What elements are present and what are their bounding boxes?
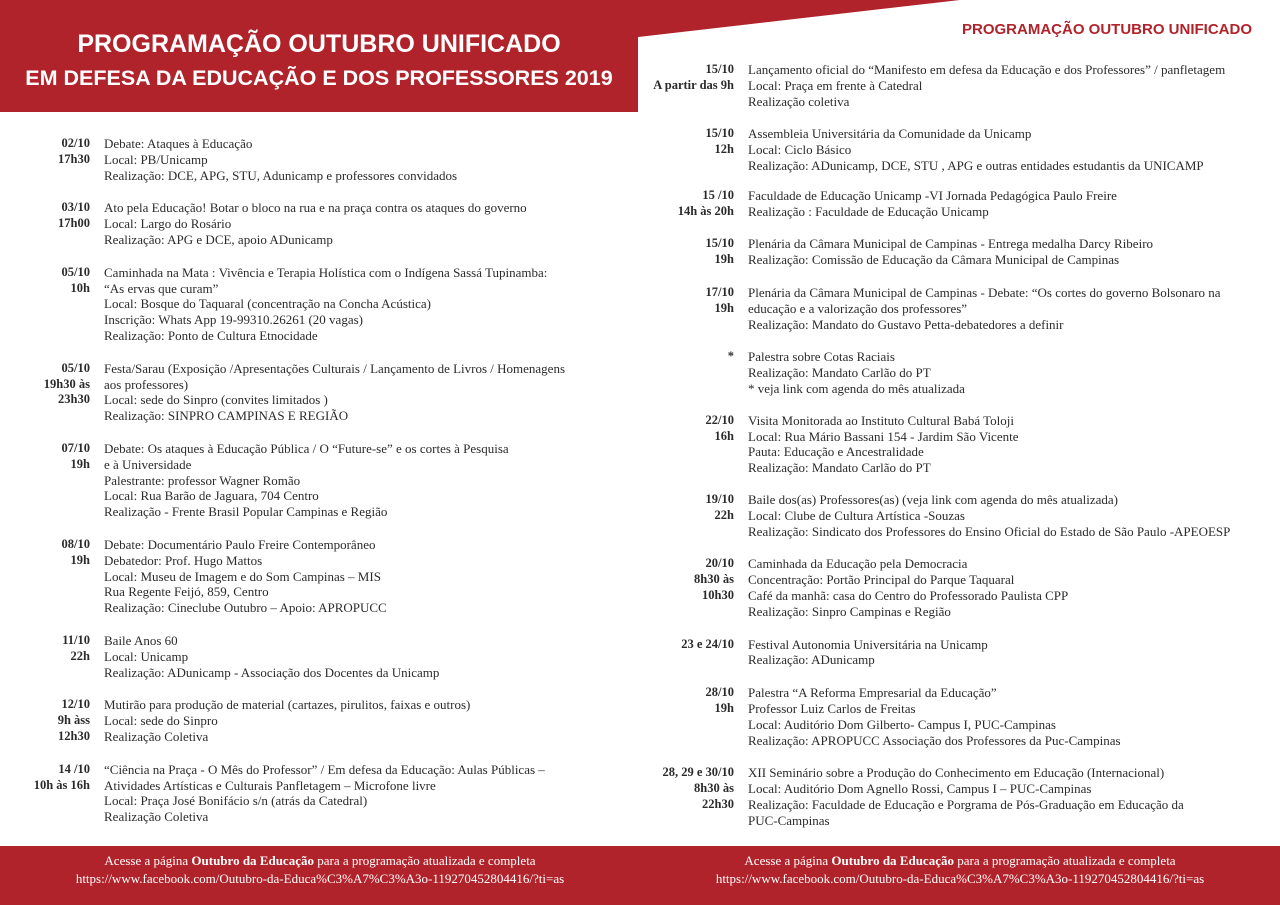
description-line: Baile dos(as) Professores(as) (veja link com agenda do mês atualizada) [748, 491, 1119, 507]
schedule-entry [0, 265, 640, 344]
entry-description [748, 126, 1280, 173]
date-line: 11/10 [62, 632, 90, 647]
date-line: 08/10 [61, 536, 90, 551]
schedule-entry [0, 762, 640, 825]
description-line: Palestrante: professor Wagner Romão [104, 472, 301, 488]
description-line: Realização: Mandato Carlão do PT [748, 365, 931, 381]
entry-date-time [640, 637, 748, 669]
description-line: Caminhada da Educação pela Democracia [748, 556, 968, 572]
entry-date-time [0, 762, 104, 825]
schedule-entry [640, 685, 1280, 748]
entry-date-time [0, 136, 104, 183]
footer-suffix: para a programação atualizada e completa [313, 853, 536, 868]
description-line: Local: PB/Unicamp [104, 151, 208, 167]
footer-prefix: Acesse a página [744, 853, 832, 868]
description-line: Mutirão para produção de material (cartazes, pirulitos, faixas e outros) [104, 697, 471, 713]
date-line: 05/10 [61, 360, 90, 375]
description-line: Local: Ciclo Básico [748, 142, 852, 158]
date-line: 10h às 16h [33, 777, 90, 792]
date-line: 12h30 [58, 728, 90, 743]
description-line: Visita Monitorada ao Instituto Cultural Babá Toloji [748, 412, 1014, 428]
description-line: Debate: Ataques à Educação [104, 136, 253, 151]
description-line: Plenária da Câmara Municipal de Campinas - Debate: “Os cortes do governo Bolsonaro na [748, 284, 1221, 300]
date-line: 19h [70, 456, 90, 471]
description-line: Realização: Sinpro Campinas e Região [748, 603, 951, 619]
entry-date-time [0, 200, 104, 247]
schedule-entry [0, 697, 640, 744]
schedule-entry [0, 633, 640, 680]
date-line: 17h30 [58, 151, 90, 166]
entry-description [104, 265, 640, 344]
date-line: A partir das 9h [653, 77, 734, 92]
date-line: 23 e 24/10 [681, 636, 734, 651]
date-line: 19h [70, 552, 90, 567]
schedule-entry [640, 413, 1280, 476]
date-line: 17/10 [705, 284, 734, 299]
entry-date-time [640, 492, 748, 539]
description-line: Realização : Faculdade de Educação Unicamp [748, 203, 989, 219]
date-line: 19h [714, 252, 734, 267]
description-line: Realização - Frente Brasil Popular Campinas e Região [104, 504, 388, 520]
entry-date-time [640, 62, 748, 109]
page-title: PROGRAMAÇÃO OUTUBRO UNIFICADO [77, 30, 561, 58]
date-line: 02/10 [61, 136, 90, 150]
schedule-entry [0, 200, 640, 247]
entry-date-time [0, 537, 104, 616]
schedule-entry [640, 62, 1280, 109]
description-line: * veja link com agenda do mês atualizada [748, 380, 965, 396]
entry-description [748, 349, 1280, 396]
schedule-entry [0, 136, 640, 183]
entry-date-time [640, 236, 748, 268]
footer-prefix: Acesse a página [104, 853, 192, 868]
entry-description [104, 537, 640, 616]
description-line: Plenária da Câmara Municipal de Campinas - Entrega medalha Darcy Ribeiro [748, 236, 1154, 252]
footer-suffix: para a programação atualizada e completa [953, 853, 1176, 868]
entry-description [104, 136, 640, 183]
entry-description [748, 765, 1280, 828]
description-line: Festival Autonomia Universitária na Unicamp [748, 636, 988, 652]
date-line: 05/10 [61, 264, 90, 279]
date-line: 8h30 às [694, 781, 734, 796]
left-schedule-column [0, 136, 640, 825]
description-line: Debate: Documentário Paulo Freire Contemporâneo [104, 536, 376, 552]
description-line: Ato pela Educação! Botar o bloco na rua e na praça contra os ataques do governo [104, 200, 527, 216]
entry-date-time [640, 126, 748, 173]
footer-right [640, 852, 1280, 888]
description-line: Local: Praça em frente à Catedral [748, 77, 923, 93]
entry-description [104, 361, 640, 424]
date-line: 03/10 [61, 200, 90, 215]
entry-description [748, 236, 1280, 268]
description-line: educação e a valorização dos professores” [748, 300, 968, 316]
footer-left [0, 852, 640, 888]
description-line: Local: Clube de Cultura Artística -Souzas [748, 507, 965, 523]
description-line: Realização Coletiva [104, 728, 209, 744]
schedule-entry [0, 441, 640, 520]
entry-date-time [640, 349, 748, 396]
description-line: Local: Rua Barão de Jaguara, 704 Centro [104, 488, 319, 504]
schedule-entry [640, 285, 1280, 332]
description-line: Realização Coletiva [104, 809, 209, 825]
description-line: Rua Regente Feijó, 859, Centro [104, 584, 269, 600]
description-line: e à Universidade [104, 456, 192, 472]
entry-date-time [0, 633, 104, 680]
date-line: 28/10 [705, 685, 734, 700]
date-line: 14h às 20h [677, 203, 734, 218]
description-line: Realização: Mandato Carlão do PT [748, 460, 931, 476]
date-line: 20/10 [705, 556, 734, 571]
description-line: Local: Auditório Dom Agnello Rossi, Campus I – PUC-Campinas [748, 781, 1092, 797]
description-line: Realização: Ponto de Cultura Etnocidade [104, 327, 318, 343]
schedule-entry [0, 361, 640, 424]
description-line: Palestra sobre Cotas Raciais [748, 349, 895, 365]
entry-description [748, 492, 1280, 539]
date-line: 10h30 [702, 587, 734, 602]
description-line: Local: Museu de Imagem e do Som Campinas – MIS [104, 568, 381, 584]
date-line: 17h00 [58, 216, 90, 231]
description-line: Festa/Sarau (Exposição /Apresentações Culturais / Lançamento de Livros / Homenagens [104, 360, 566, 376]
date-line: 15/10 [705, 62, 734, 76]
description-line: Realização: ADunicamp [748, 652, 875, 668]
description-line: Lançamento oficial do “Manifesto em defesa da Educação e dos Professores” / panfletagem [748, 62, 1226, 77]
date-line: 22/10 [705, 412, 734, 427]
date-line: 19/10 [705, 491, 734, 506]
right-page-title: PROGRAMAÇÃO OUTUBRO UNIFICADO [962, 21, 1252, 38]
description-line: Caminhada na Mata : Vivência e Terapia Holística com o Indígena Sassá Tupinamba: [104, 264, 548, 280]
date-line: 8h30 às [694, 572, 734, 587]
entry-description [748, 188, 1280, 220]
footer-notice [0, 852, 640, 870]
date-line: 19h30 às [43, 376, 90, 391]
description-line: XII Seminário sobre a Produção do Conhecimento em Educação (Internacional) [748, 765, 1165, 781]
schedule-entry [640, 188, 1280, 220]
description-line: Realização: Comissão de Educação da Câmara Municipal de Campinas [748, 252, 1120, 268]
schedule-entry [640, 349, 1280, 396]
date-line: 12h [714, 142, 734, 157]
right-schedule-column [640, 62, 1280, 828]
entry-description [104, 633, 640, 680]
description-line: Café da manhã: casa do Centro do Professorado Paulista CPP [748, 587, 1069, 603]
footer-link[interactable]: https://www.facebook.com/Outubro-da-Educa%C3%A7%C3%A3o-119270452804416/?ti=as [75, 871, 565, 886]
footer-link[interactable]: https://www.facebook.com/Outubro-da-Educa%C3%A7%C3%A3o-119270452804416/?ti=as [715, 871, 1205, 886]
schedule-entry [640, 236, 1280, 268]
date-line: 16h [714, 428, 734, 443]
entry-description [748, 413, 1280, 476]
description-line: Professor Luiz Carlos de Freitas [748, 700, 916, 716]
schedule-entry [640, 637, 1280, 669]
entry-date-time [640, 765, 748, 828]
description-line: Assembleia Universitária da Comunidade da Unicamp [748, 126, 1032, 142]
entry-description [748, 556, 1280, 619]
entry-date-time [0, 265, 104, 344]
date-line: 22h [70, 648, 90, 663]
date-line: 19h [714, 300, 734, 315]
entry-description [748, 685, 1280, 748]
description-line: Realização: SINPRO CAMPINAS E REGIÃO [104, 408, 349, 424]
description-line: PUC-Campinas [748, 812, 830, 828]
header-wedge-decoration [630, 0, 960, 38]
description-line: Realização: Sindicato dos Professores do Ensino Oficial do Estado de São Paulo -APEOESP [748, 523, 1231, 539]
date-line: 23h30 [58, 392, 90, 407]
description-line: Inscrição: Whats App 19-99310.26261 (20 vagas) [104, 312, 363, 328]
entry-description [104, 762, 640, 825]
entry-date-time [640, 285, 748, 332]
description-line: Pauta: Educação e Ancestralidade [748, 444, 924, 460]
date-line: 14 /10 [58, 761, 90, 776]
date-line: 22h30 [702, 796, 734, 811]
description-line: Local: sede do Sinpro [104, 713, 218, 729]
description-line: Realização: Mandato do Gustavo Petta-debatedores a definir [748, 316, 1064, 332]
entry-date-time [0, 441, 104, 520]
footer-banner [0, 846, 1280, 905]
description-line: aos professores) [104, 376, 189, 392]
description-line: Realização: DCE, APG, STU, Adunicamp e professores convidados [104, 167, 458, 183]
header-banner [0, 0, 638, 112]
description-line: Realização: ADunicamp - Associação dos Docentes da Unicamp [104, 664, 440, 680]
description-line: Local: Auditório Dom Gilberto- Campus I, PUC-Campinas [748, 716, 1056, 732]
description-line: Realização coletiva [748, 93, 850, 109]
entry-description [104, 441, 640, 520]
description-line: Realização: ADunicamp, DCE, STU , APG e outras entidades estudantis da UNICAMP [748, 157, 1204, 173]
description-line: “Ciência na Praça - O Mês do Professor” / Em defesa da Educação: Aulas Públicas – [104, 761, 545, 777]
description-line: Local: Bosque do Taquaral (concentração na Concha Acústica) [104, 296, 431, 312]
footer-notice [640, 852, 1280, 870]
description-line: Realização: APG e DCE, apoio ADunicamp [104, 231, 333, 247]
entry-date-time [640, 188, 748, 220]
description-line: Local: Unicamp [104, 648, 189, 664]
entry-date-time [640, 413, 748, 476]
date-line: 9h àss [57, 713, 90, 728]
description-line: Atividades Artísticas e Culturais Panfletagem – Microfone livre [104, 777, 436, 793]
schedule-entry [640, 765, 1280, 828]
description-line: Debate: Os ataques à Educação Pública / O “Future-se” e os cortes à Pesquisa [104, 440, 509, 456]
footer-page-name: Outubro da Educação [191, 853, 314, 868]
entry-description [748, 62, 1280, 109]
date-line: 22h [714, 507, 734, 522]
description-line: Faculdade de Educação Unicamp -VI Jornada Pedagógica Paulo Freire [748, 187, 1117, 203]
description-line: Baile Anos 60 [104, 632, 178, 648]
description-line: Local: Praça José Bonifácio s/n (atrás da Catedral) [104, 793, 368, 809]
entry-date-time [0, 361, 104, 424]
schedule-entry [640, 556, 1280, 619]
entry-date-time [640, 685, 748, 748]
description-line: “As ervas que curam” [104, 280, 219, 296]
schedule-entry [640, 126, 1280, 173]
description-line: Local: Largo do Rosário [104, 216, 232, 232]
entry-description [104, 200, 640, 247]
entry-date-time [0, 697, 104, 744]
date-line: * [727, 349, 734, 364]
entry-description [748, 637, 1280, 669]
description-line: Local: sede do Sinpro (convites limitados ) [104, 392, 328, 408]
entry-description [748, 285, 1280, 332]
description-line: Realização: APROPUCC Associação dos Professores da Puc-Campinas [748, 732, 1121, 748]
date-line: 12/10 [61, 697, 90, 712]
date-line: 15 /10 [702, 187, 734, 202]
page-subtitle: EM DEFESA DA EDUCAÇÃO E DOS PROFESSORES 2019 [25, 66, 613, 90]
footer-page-name: Outubro da Educação [831, 853, 954, 868]
entry-description [104, 697, 640, 744]
description-line: Realização: Faculdade de Educação e Porgrama de Pós-Graduação em Educação da [748, 796, 1184, 812]
description-line: Concentração: Portão Principal do Parque Taquaral [748, 572, 1015, 588]
description-line: Debatedor: Prof. Hugo Mattos [104, 552, 263, 568]
date-line: 15/10 [705, 236, 734, 251]
description-line: Palestra “A Reforma Empresarial da Educação” [748, 685, 997, 701]
entry-date-time [640, 556, 748, 619]
description-line: Local: Rua Mário Bassani 154 - Jardim São Vicente [748, 428, 1019, 444]
date-line: 19h [714, 700, 734, 715]
date-line: 10h [70, 280, 90, 295]
description-line: Realização: Cineclube Outubro – Apoio: APROPUCC [104, 600, 387, 616]
date-line: 15/10 [705, 126, 734, 141]
date-line: 28, 29 e 30/10 [662, 765, 734, 780]
date-line: 07/10 [61, 440, 90, 455]
schedule-entry [0, 537, 640, 616]
schedule-entry [640, 492, 1280, 539]
